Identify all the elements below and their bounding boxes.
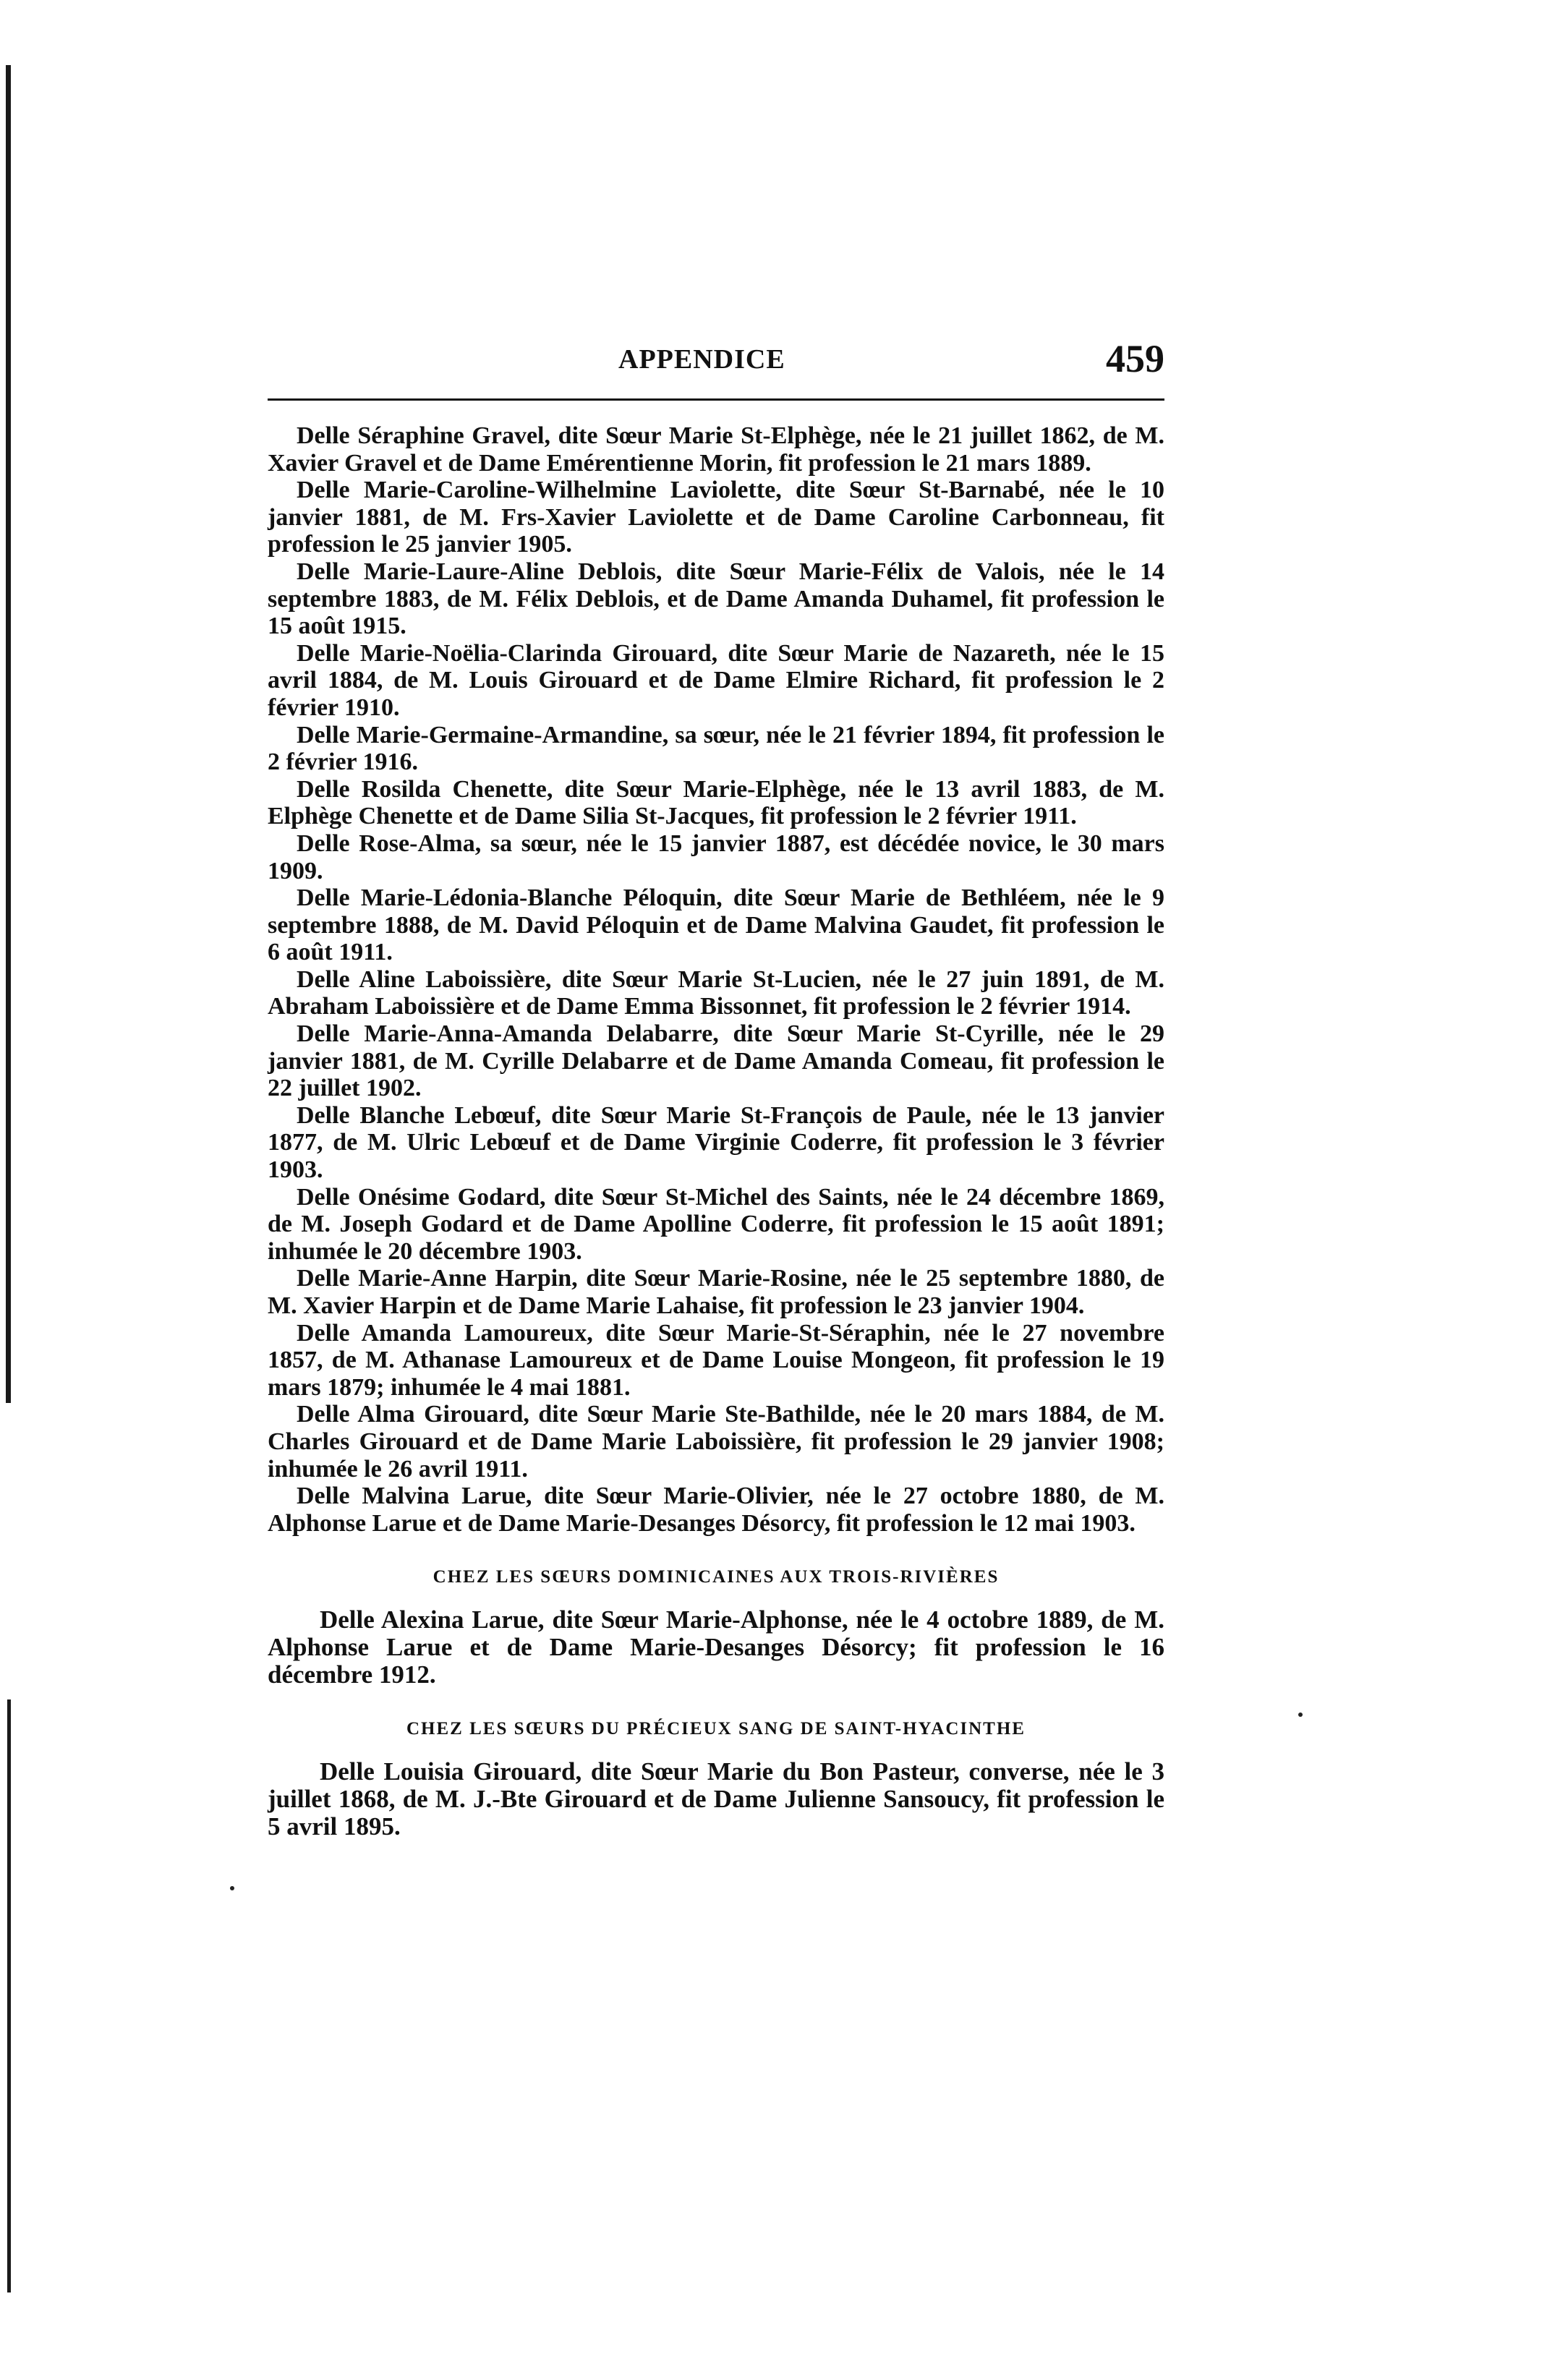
- page-number: 459: [1106, 337, 1164, 380]
- entry: Delle Séraphine Gravel, dite Sœur Marie St-Elphège, née le 21 juillet 1862, de M. Xavier Gravel et de Dame Emérentienne Morin, fit profession le 21 mars 1889.: [268, 422, 1164, 477]
- entry: Delle Marie-Caroline-Wilhelmine Laviolette, dite Sœur St-Barnabé, née le 10 janvier 1881, de M. Frs-Xavier Laviolette et de Dame Caroline Carbonneau, fit profession le 25 janvier 1905.: [268, 477, 1164, 558]
- section-entry: Delle Louisia Girouard, dite Sœur Marie du Bon Pasteur, converse, née le 3 juillet 1868, de M. J.-Bte Girouard et de Dame Julienne Sansoucy, fit profession le 5 avril 1895.: [268, 1757, 1164, 1841]
- entry: Delle Marie-Noëlia-Clarinda Girouard, dite Sœur Marie de Nazareth, née le 15 avril 1884, de M. Louis Girouard et de Dame Elmire Richard, fit profession le 2 février 1910.: [268, 639, 1164, 721]
- page-header: [268, 336, 1164, 394]
- scan-edge-mark-lower: [7, 1699, 11, 2292]
- entry: Delle Marie-Laure-Aline Deblois, dite Sœur Marie-Félix de Valois, née le 14 septembre 1883, de M. Félix Deblois, et de Dame Amanda Duhamel, fit profession le 15 août 1915.: [268, 558, 1164, 640]
- entry: Delle Rose-Alma, sa sœur, née le 15 janvier 1887, est décédée novice, le 30 mars 1909.: [268, 829, 1164, 884]
- section-title-dominicaines: CHEZ LES SŒURS DOMINICAINES AUX TROIS-RIVIÈRES: [433, 1567, 1000, 1587]
- entry-list: [268, 422, 1164, 1537]
- entry: Delle Amanda Lamoureux, dite Sœur Marie-St-Séraphin, née le 27 novembre 1857, de M. Athanase Lamoureux et de Dame Louise Mongeon, fit profession le 19 mars 1879; inhumée le 4 mai 1881.: [268, 1319, 1164, 1401]
- scan-speck: [230, 1886, 234, 1890]
- page: [268, 336, 1164, 1841]
- entry: Delle Marie-Anna-Amanda Delabarre, dite Sœur Marie St-Cyrille, née le 29 janvier 1881, de M. Cyrille Delabarre et de Dame Amanda Comeau, fit profession le 22 juillet 1902.: [268, 1020, 1164, 1102]
- entry: Delle Aline Laboissière, dite Sœur Marie St-Lucien, née le 27 juin 1891, de M. Abraham Laboissière et de Dame Emma Bissonnet, fit profession le 2 février 1914.: [268, 965, 1164, 1020]
- running-head: APPENDICE: [618, 344, 785, 375]
- entry: Delle Marie-Germaine-Armandine, sa sœur, née le 21 février 1894, fit profession le 2 février 1916.: [268, 721, 1164, 776]
- scan-speck: [1298, 1713, 1303, 1717]
- header-rule: [268, 398, 1164, 401]
- scan-edge-mark: [6, 65, 11, 1403]
- section-title-precieux-sang: CHEZ LES SŒURS DU PRÉCIEUX SANG DE SAINT-HYACINTHE: [406, 1719, 1026, 1739]
- entry: Delle Alma Girouard, dite Sœur Marie Ste-Bathilde, née le 20 mars 1884, de M. Charles Girouard et de Dame Marie Laboissière, fit profession le 29 janvier 1908; inhumée le 26 avril 1911.: [268, 1401, 1164, 1483]
- section-entry: Delle Alexina Larue, dite Sœur Marie-Alphonse, née le 4 octobre 1889, de M. Alphonse Larue et de Dame Marie-Desanges Désorcy; fit profession le 16 décembre 1912.: [268, 1605, 1164, 1689]
- entry: Delle Onésime Godard, dite Sœur St-Michel des Saints, née le 24 décembre 1869, de M. Joseph Godard et de Dame Apolline Coderre, fit profession le 15 août 1891; inhumée le 20 décembre 1903.: [268, 1183, 1164, 1265]
- entry: Delle Malvina Larue, dite Sœur Marie-Olivier, née le 27 octobre 1880, de M. Alphonse Larue et de Dame Marie-Desanges Désorcy, fit profession le 12 mai 1903.: [268, 1483, 1164, 1537]
- entry: Delle Marie-Anne Harpin, dite Sœur Marie-Rosine, née le 25 septembre 1880, de M. Xavier Harpin et de Dame Marie Lahaise, fit profession le 23 janvier 1904.: [268, 1265, 1164, 1319]
- entry: Delle Blanche Lebœuf, dite Sœur Marie St-François de Paule, née le 13 janvier 1877, de M. Ulric Lebœuf et de Dame Virginie Coderre, fit profession le 3 février 1903.: [268, 1101, 1164, 1184]
- entry: Delle Rosilda Chenette, dite Sœur Marie-Elphège, née le 13 avril 1883, de M. Elphège Chenette et de Dame Silia St-Jacques, fit profession le 2 février 1911.: [268, 775, 1164, 830]
- entry: Delle Marie-Lédonia-Blanche Péloquin, dite Sœur Marie de Bethléem, née le 9 septembre 1888, de M. David Péloquin et de Dame Malvina Gaudet, fit profession le 6 août 1911.: [268, 884, 1164, 966]
